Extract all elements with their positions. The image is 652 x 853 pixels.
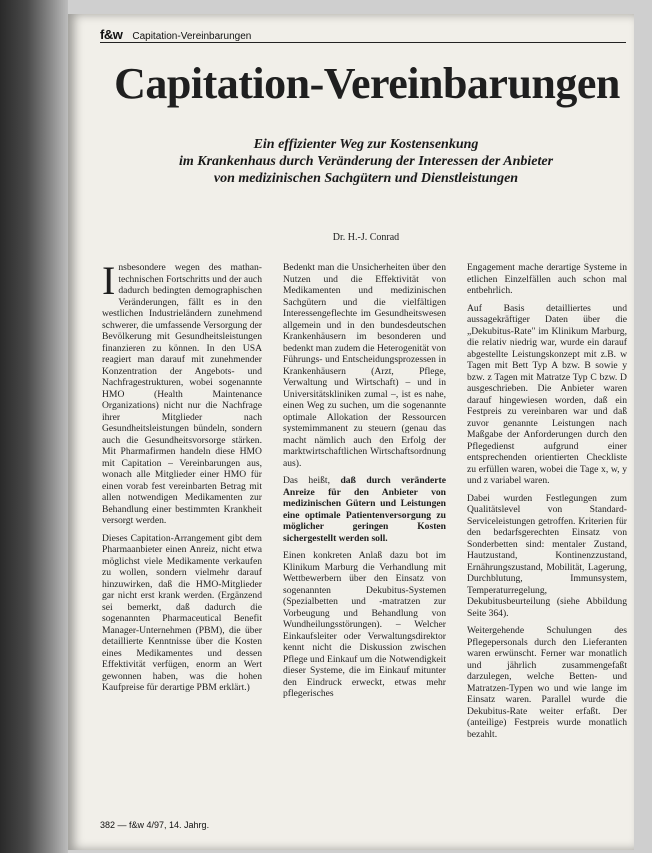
running-title: Capitation-Vereinbarungen — [132, 31, 252, 42]
paragraph-lead: Das heißt, — [283, 475, 330, 486]
subtitle-line-2: im Krankenhaus durch Veränderung der Interessen der Anbieter — [178, 154, 554, 169]
text-column-1 — [102, 258, 262, 700]
subtitle-line-3: von medizinischen Sachgütern und Dienstleistungen — [213, 171, 519, 186]
paragraph: Dieses Capitation-Arrangement gibt dem Pharmaanbieter einen Anreiz, nicht etwa möglichst viele Medikamente verkaufen zu wollen, sondern vielmehr darauf hinzuwirken, daß die HMO-Mitglieder gar nicht erst krank werden. (Ergänzend sei bemerkt, daß dadurch die sogenannten Pharmaceutical Benefit Manager-Unternehmen (PBM), die über detaillierte Kenntnisse über die Kosten eines Medikamentes und dessen Effektivität verfügen, enorm an Wert gewonnen haben, was die hohen Kaufpreise für derartige PBM erklärt.) — [102, 532, 262, 693]
paragraph: Einen konkreten Anlaß dazu bot im Klinikum Marburg die Verhandlung mit Wettbewerbern über den Einsatz von sogenannten Dekubitus-Systemen (Spezialbetten und -matratzen zur Vorbeugung und Behandlung von Wundheilungsstörungen). – Welcher Einkaufsleiter oder Verwaltungsdirektor kennt nicht die Diskussion zwischen Pflege und Einkauf um die Notwendigkeit dieser Systeme, die im Einkauf mitunter den Eindruck erweckt, etwas mehr pflegerisches — [283, 550, 446, 699]
paragraph: Engagement mache derartige Systeme in etlichen Einzelfällen auch schon mal entbehrlich. — [467, 262, 627, 296]
paragraph: Dabei wurden Festlegungen zum Qualitätslevel von Standard-Serviceleistungen getroffen. Kriterien für den bedarfsgerechten Einsatz von Sonderbetten sind: mentaler Zustand, Hautzustand, Kontinenzzustand, Ernährungszustand, Mobilität, Lagerung, Durchblutung, Immunsystem, Temperaturregelung, Dekubitusbeurteilung (siehe Abbildung Seite 364). — [467, 492, 627, 619]
page-header — [100, 26, 626, 43]
subtitle-line-1: Ein effizienter Weg zur Kostensenkung — [253, 137, 479, 152]
paragraph-text: nsbesondere wegen des mathan-technischen Fortschritts und der auch dadurch bedingten demographischen Veränderungen, fällt es in den westlichen Industrieländern zunehmend schwerer, die umfassende Versorgung der Bevölkerung mit Gesundheitsleistungen finanzieren zu können. In den USA reagiert man darauf mit zunehmender Konzentration der Angebots- und Nachfragestrukturen, wobei sogenannte HMO (Health Maintenance Organizations) nicht nur die Nachfrage ihrer Mitglieder nach Gesundheitsleistungen bündeln, sondern auch die Gesundheitsvorsorge stärken. Mit Pharmafirmen handeln diese HMO mit Capitation – Vereinbarungen aus, wonach alle Mitglieder einer HMO für einen vorab fest vereinbarten Betrag mit allen notwendigen Medikamenten zur Behandlung einer bestimmten Krankheit versorgt werden. — [102, 262, 262, 526]
paragraph: Auf Basis detailliertes und aussagekräftiger Daten über die „Dekubitus-Rate" im Klinikum Marburg, die relativ niedrig war, wurde ein darauf abgestellte Leistungskonzept mit z.B. w Tagen mit Bett Typ A bzw. B sowie y bzw. z Tagen mit Matratze Typ C bzw. D ausgeschrieben. Die Anbieter waren darauf hingewiesen worden, daß ein Festpreis zu vereinbaren war und daß zuvor genannte Leistungen nach Maßgabe der Anforderungen durch den Pflegedienst aufgrund einer entsprechenden orientierten Checkliste zu erfüllen waren, wobei die Tage x, w, y und z variabel waren. — [467, 302, 627, 486]
article-title: Capitation-Vereinbarungen — [114, 59, 620, 108]
journal-logo: f&w — [100, 27, 123, 42]
drop-cap: I — [102, 258, 116, 303]
book-spine-shadow — [0, 0, 68, 853]
author-byline: Dr. H.-J. Conrad — [332, 232, 400, 243]
paragraph — [283, 475, 446, 544]
page-footer: 382 — f&w 4/97, 14. Jahrg. — [100, 820, 210, 830]
paragraph: Bedenkt man die Unsicherheiten über den Nutzen und die Effektivität von Medikamenten und medizinischen Sachgütern und die vielfältigen Interessengeflechte im Gesundheitswesen allgemein und in den bundesdeutschen Krankenhäusern im besonderen und bedenkt man zudem die Heterogenität von Führungs- und Entscheidungsprozessen in Krankenhäusern (Arzt, Pflege, Verwaltung und Wirtschaft) – und in Universitätskliniken zumal –, ist es nahe, einen Weg zu suchen, um die sogenannte optimale Allokation der Ressourcen systemimmanent zu steuern (genau das macht nämlich auch den Erfolg der marktwirtschaftlichen Wirtschaftsordnung aus). — [283, 262, 446, 469]
paragraph: Weitergehende Schulungen des Pflegepersonals durch den Lieferanten waren erwünscht. Ferner war monatlich und jährlich zusammengefaßt darzulegen, welche Betten- und Matratzen-Typen wo und wie lange im Einsatz waren. Parallel wurde die Dekubitus-Rate weiter erfaßt. Der (anteilige) Festpreis wurde monatlich bezahlt. — [467, 625, 627, 740]
text-column-2 — [283, 262, 446, 706]
paragraph — [102, 258, 262, 527]
emphasized-text: daß durch veränderte Anreize für den Anbieter von medizinischen Gütern und Leistungen eine optimale Patientenversorgung zu möglicher geringen Kosten sichergestellt werden soll. — [283, 475, 446, 544]
article-subtitle — [120, 136, 612, 187]
text-column-3 — [467, 262, 627, 746]
